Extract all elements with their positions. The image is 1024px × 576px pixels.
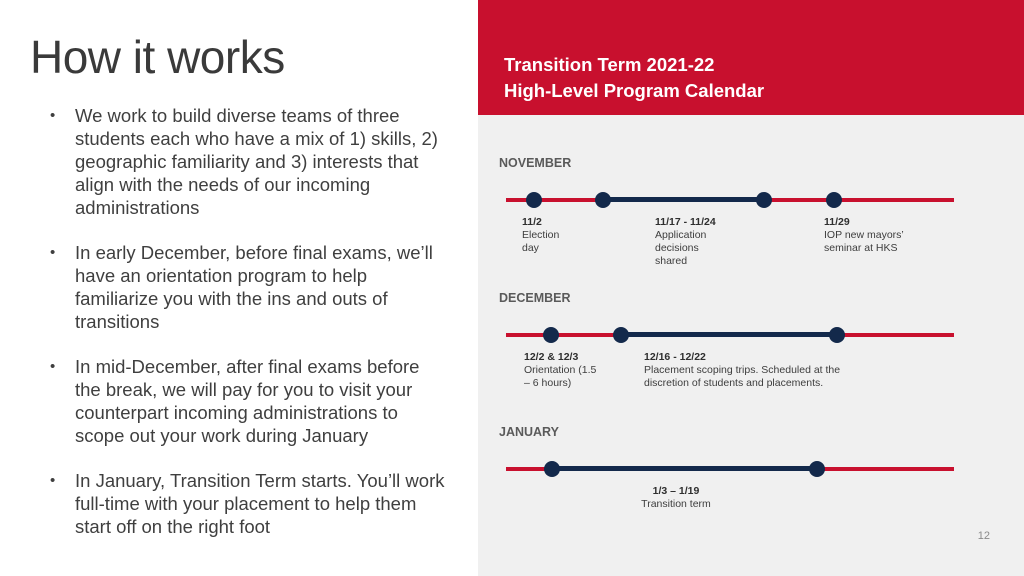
calendar-title	[504, 52, 764, 104]
event-date: 1/3 – 1/19	[652, 485, 700, 497]
event-desc: Placement scoping trips. Scheduled at the	[644, 364, 841, 376]
timeline-marker	[826, 192, 842, 208]
timeline-marker	[544, 461, 560, 477]
timeline-marker	[829, 327, 845, 343]
bullet-item	[50, 241, 445, 333]
event-desc: decisions	[655, 242, 699, 254]
bullet-item	[50, 355, 445, 447]
calendar-panel	[478, 0, 1024, 576]
month-label-january: JANUARY	[499, 425, 559, 439]
event-desc: day	[522, 242, 539, 254]
bullet-icon: •	[50, 244, 56, 261]
calendar-title-line1: Transition Term 2021-22	[504, 54, 715, 75]
event-label	[644, 351, 840, 390]
event-label	[626, 485, 726, 511]
event-date: 11/2	[522, 216, 542, 228]
bullet-item	[50, 104, 445, 219]
event-date: 11/17 - 11/24	[655, 216, 716, 228]
event-desc: Application	[655, 229, 707, 241]
event-desc: seminar at HKS	[824, 242, 898, 254]
event-date: 12/16 - 12/22	[644, 351, 706, 363]
timeline-marker	[543, 327, 559, 343]
slide-title: How it works	[30, 31, 285, 83]
month-label-november: NOVEMBER	[499, 156, 572, 170]
bullet-icon: •	[50, 107, 56, 124]
event-label	[655, 216, 716, 268]
bullet-list	[50, 104, 445, 560]
event-label	[824, 216, 904, 255]
month-label-december: DECEMBER	[499, 291, 571, 305]
event-date: 12/2 & 12/3	[524, 351, 579, 363]
bullet-text: In January, Transition Term starts. You’ll work full-time with your placement to help them start off on the right foot	[75, 470, 445, 537]
timeline-marker	[595, 192, 611, 208]
event-date: 11/29	[824, 216, 850, 228]
event-desc: Transition term	[641, 498, 711, 510]
timeline-marker	[809, 461, 825, 477]
bullet-icon: •	[50, 358, 56, 375]
event-desc: discretion of students and placements.	[644, 377, 824, 389]
bullet-icon: •	[50, 472, 56, 489]
page-number: 12	[977, 530, 990, 542]
event-desc: Election	[522, 229, 560, 241]
timeline-span-november	[603, 197, 764, 202]
timeline-marker	[526, 192, 542, 208]
bullet-text: In early December, before final exams, we’ll have an orientation program to help familiarize you with the ins and outs of transitions	[75, 242, 433, 332]
event-label	[524, 351, 596, 390]
event-label	[522, 216, 559, 255]
bullet-item	[50, 469, 445, 538]
calendar-header	[478, 0, 1024, 115]
event-desc: IOP new mayors’	[824, 229, 904, 241]
event-desc: shared	[655, 255, 688, 267]
event-desc: Orientation (1.5	[524, 364, 597, 376]
timeline-span-december	[622, 332, 837, 337]
calendar-title-line2: High-Level Program Calendar	[504, 80, 765, 101]
event-desc: – 6 hours)	[524, 377, 572, 389]
timeline-marker	[756, 192, 772, 208]
bullet-text: We work to build diverse teams of three students each who have a mix of 1) skills, 2) geographic familiarity and 3) interests that align with the needs of our incoming administrations	[75, 105, 438, 218]
timeline-span-january	[552, 466, 818, 471]
bullet-text: In mid-December, after final exams before the break, we will pay for you to visit your counterpart incoming administrations to scope out your work during January	[75, 356, 420, 446]
timeline-marker	[613, 327, 629, 343]
